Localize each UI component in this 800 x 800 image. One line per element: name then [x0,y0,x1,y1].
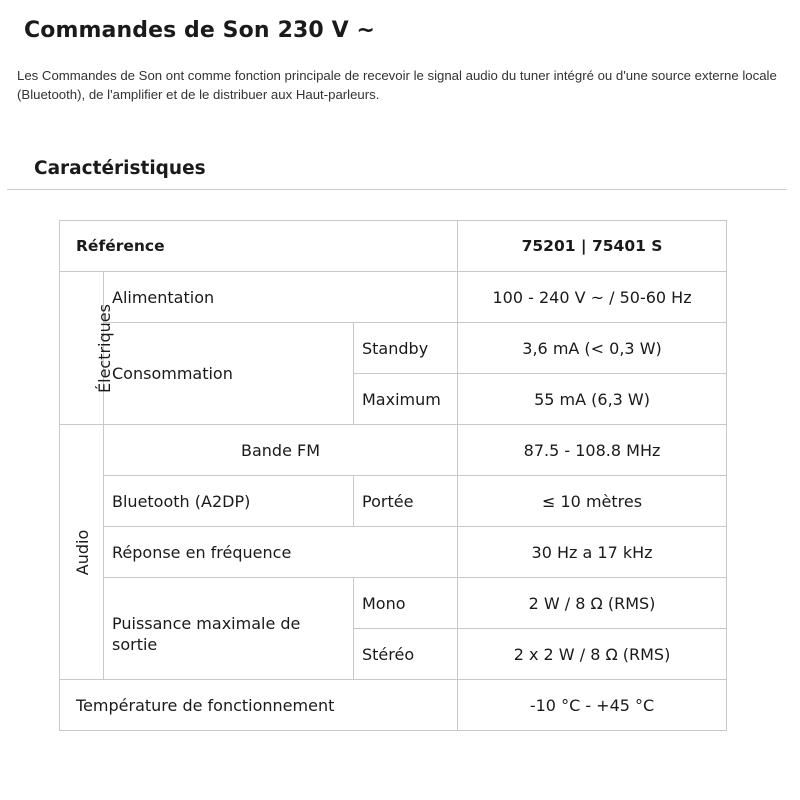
reponse-label: Réponse en fréquence [104,527,458,578]
table-row-puissance-mono [60,578,727,629]
section-divider [7,189,787,190]
standby-label: Standby [354,323,458,374]
mono-value: 2 W / 8 Ω (RMS) [458,578,727,629]
temperature-label: Température de fonctionnement [60,680,458,731]
group-electriques-label: Électriques [94,303,114,393]
group-audio [60,425,104,680]
spec-table [59,220,727,731]
temperature-value: -10 °C - +45 °C [458,680,727,731]
portee-value: ≤ 10 mètres [458,476,727,527]
bluetooth-label: Bluetooth (A2DP) [104,476,354,527]
page-title [24,18,375,43]
stereo-value: 2 x 2 W / 8 Ω (RMS) [458,629,727,680]
puissance-label: Puissance maximale de sortie [104,578,354,680]
bande-fm-value: 87.5 - 108.8 MHz [458,425,727,476]
intro-paragraph: Les Commandes de Son ont comme fonction principale de recevoir le signal audio du tuner intégré ou d'une source externe locale (Bluetooth), de l'amplifier et de le distribuer aux Haut-parleurs. [17,68,777,102]
portee-label: Portée [354,476,458,527]
table-row-reponse [60,527,727,578]
table-row-bluetooth [60,476,727,527]
group-audio-label: Audio [73,529,93,575]
reponse-value: 30 Hz a 17 kHz [458,527,727,578]
group-electriques [60,272,114,425]
consommation-label: Consommation [104,323,354,425]
maximum-value: 55 mA (6,3 W) [458,374,727,425]
reference-label: Référence [60,221,458,272]
maximum-label: Maximum [354,374,458,425]
table-row-reference [60,221,727,272]
table-row-alimentation [60,272,727,323]
standby-value: 3,6 mA (< 0,3 W) [458,323,727,374]
bande-fm-label: Bande FM [104,425,458,476]
table-row-temperature [60,680,727,731]
title-voltage: 230 V ~ [277,18,375,43]
alimentation-label: Alimentation [104,272,458,323]
table-row-bande-fm [60,425,727,476]
reference-value: 75201 | 75401 S [458,221,727,272]
table-row-consommation-standby [60,323,727,374]
mono-label: Mono [354,578,458,629]
stereo-label: Stéréo [354,629,458,680]
title-text: Commandes de Son [24,18,270,43]
section-title: Caractéristiques [34,158,206,179]
alimentation-value: 100 - 240 V ~ / 50-60 Hz [458,272,727,323]
